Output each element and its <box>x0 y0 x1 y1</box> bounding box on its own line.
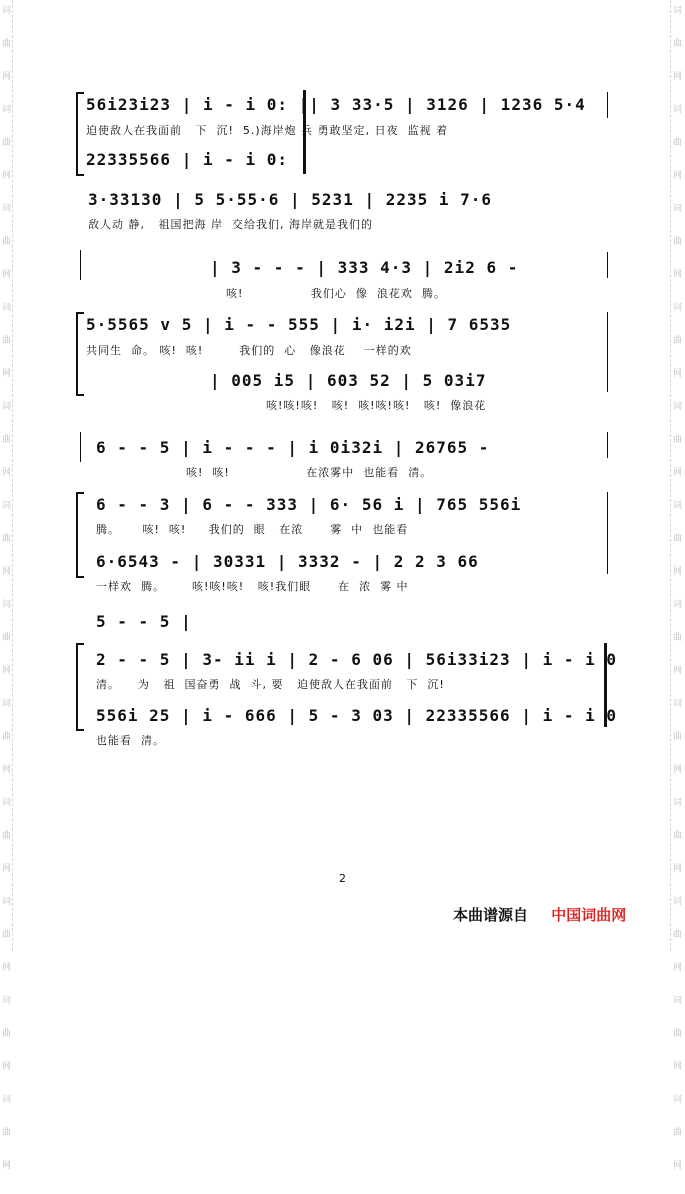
lyric-line: 咳! 咳! 在浓雾中 也能看 清。 <box>186 466 433 479</box>
watermark-glyph: 曲 <box>673 633 683 643</box>
watermark-glyph: 词 <box>2 204 12 214</box>
watermark-glyph: 曲 <box>2 1128 12 1138</box>
watermark-glyph: 曲 <box>673 1128 683 1138</box>
watermark-glyph: 网 <box>673 270 683 280</box>
watermark-glyph: 网 <box>2 567 12 577</box>
watermark-glyph: 网 <box>2 765 12 775</box>
watermark-glyph: 网 <box>2 270 12 280</box>
watermark-glyph: 网 <box>673 1161 683 1171</box>
watermark-glyph: 曲 <box>673 732 683 742</box>
watermark-glyph: 词 <box>2 996 12 1006</box>
lyric-line: 共同生 命。 咳! 咳! 我们的 心 像浪花 一样的欢 <box>86 344 412 357</box>
watermark-glyph: 词 <box>673 204 683 214</box>
watermark-glyph: 网 <box>673 864 683 874</box>
lyric-line: 清。 为 祖 国奋勇 战 斗, 要 迫使敌人在我面前 下 沉! <box>96 678 445 691</box>
watermark-glyph: 网 <box>2 963 12 973</box>
watermark-glyph: 曲 <box>673 435 683 445</box>
barline <box>80 250 81 280</box>
watermark-glyph: 网 <box>673 468 683 478</box>
watermark-glyph: 词 <box>673 996 683 1006</box>
watermark-glyph: 曲 <box>673 831 683 841</box>
watermark-glyph: 词 <box>673 897 683 907</box>
watermark-glyph: 网 <box>2 666 12 676</box>
lyric-line: 迫使敌人在我面前 下 沉! 5.)海岸炮 兵 勇敢坚定, 日夜 监视 着 <box>86 124 449 137</box>
watermark-glyph: 词 <box>2 105 12 115</box>
lyric-line: 咳! 我们心 像 浪花欢 腾。 <box>226 287 446 300</box>
barline <box>80 432 81 462</box>
notation-line: 6 - - 3 | 6 - - 333 | 6· 56 i | 765 556i <box>96 495 522 514</box>
notation-line: 5 - - 5 | <box>96 612 192 631</box>
system-brace <box>76 492 84 578</box>
watermark-glyph: 曲 <box>2 534 12 544</box>
watermark-glyph: 网 <box>673 171 683 181</box>
final-barline <box>604 643 607 727</box>
watermark-glyph: 网 <box>673 72 683 82</box>
watermark-glyph: 曲 <box>673 237 683 247</box>
watermark-glyph: 词 <box>673 600 683 610</box>
watermark-glyph: 网 <box>2 369 12 379</box>
watermark-glyph: 词 <box>673 105 683 115</box>
watermark-glyph: 词 <box>673 699 683 709</box>
watermark-glyph: 曲 <box>673 1029 683 1039</box>
watermark-glyph: 词 <box>673 501 683 511</box>
notation-line: 2 - - 5 | 3- ii i | 2 - 6 06 | 56i33i23 | i - i 0 <box>96 650 618 669</box>
watermark-glyph: 词 <box>2 897 12 907</box>
watermark-glyph: 曲 <box>2 237 12 247</box>
notation-line: 556i 25 | i - 666 | 5 - 3 03 | 22335566 | i - i 0 <box>96 706 618 725</box>
watermark-glyph: 词 <box>673 6 683 16</box>
watermark-glyph: 词 <box>2 798 12 808</box>
watermark-glyph: 曲 <box>2 930 12 940</box>
watermark-glyph: 曲 <box>673 138 683 148</box>
lyric-line: 一样欢 腾。 咳!咳!咳! 咳!我们眼 在 浓 雾 中 <box>96 580 409 593</box>
watermark-glyph: 词 <box>2 699 12 709</box>
barline <box>607 312 608 392</box>
watermark-glyph: 词 <box>2 1095 12 1105</box>
watermark-glyph: 网 <box>2 1161 12 1171</box>
watermark-glyph: 网 <box>673 666 683 676</box>
watermark-glyph: 词 <box>2 6 12 16</box>
notation-line: 3·33130 | 5 5·55·6 | 5231 | 2235 i 7·6 <box>88 190 493 209</box>
watermark-glyph: 词 <box>673 798 683 808</box>
system-brace <box>76 92 84 176</box>
credit-site: 中国词曲网 <box>551 906 627 924</box>
watermark-glyph: 曲 <box>673 39 683 49</box>
page-number: 2 <box>339 872 346 885</box>
lyric-line: 也能看 清。 <box>96 734 165 747</box>
watermark-glyph: 曲 <box>673 336 683 346</box>
notation-line: | 3 - - - | 333 4·3 | 2i2 6 - <box>210 258 519 277</box>
notation-line: 22335566 | i - i 0: <box>86 150 289 169</box>
watermark-glyph: 曲 <box>673 930 683 940</box>
system-brace <box>76 312 84 396</box>
watermark-glyph: 网 <box>2 1062 12 1072</box>
watermark-glyph: 词 <box>2 600 12 610</box>
source-credit <box>453 904 626 925</box>
notation-line: | 005 i5 | 603 52 | 5 03i7 <box>210 371 487 390</box>
watermark-glyph: 网 <box>2 72 12 82</box>
watermark-glyph: 网 <box>673 963 683 973</box>
watermark-glyph: 网 <box>2 171 12 181</box>
watermark-glyph: 曲 <box>2 435 12 445</box>
watermark-glyph: 曲 <box>673 534 683 544</box>
lyric-line: 腾。 咳! 咳! 我们的 眼 在浓 雾 中 也能看 <box>96 523 409 536</box>
lyric-line: 咳!咳!咳! 咳! 咳!咳!咳! 咳! 像浪花 <box>266 399 487 412</box>
barline <box>607 92 608 118</box>
watermark-glyph: 词 <box>673 1095 683 1105</box>
watermark-glyph: 网 <box>673 1062 683 1072</box>
watermark-glyph: 曲 <box>2 831 12 841</box>
watermark-glyph: 曲 <box>2 39 12 49</box>
barline <box>607 432 608 458</box>
watermark-glyph: 网 <box>673 567 683 577</box>
watermark-glyph: 词 <box>2 501 12 511</box>
barline <box>607 252 608 278</box>
lyric-line: 敌人动 静, 祖国把海 岸 交给我们, 海岸就是我们的 <box>88 218 373 231</box>
watermark-glyph: 曲 <box>2 336 12 346</box>
watermark-glyph: 曲 <box>2 732 12 742</box>
watermark-right <box>673 6 685 1194</box>
watermark-glyph: 词 <box>673 303 683 313</box>
watermark-glyph: 网 <box>673 765 683 775</box>
credit-prefix: 本曲谱源自 <box>453 906 529 924</box>
watermark-glyph: 曲 <box>2 633 12 643</box>
watermark-glyph: 词 <box>673 402 683 412</box>
watermark-left <box>2 6 14 1194</box>
notation-line: 56i23i23 | i - i 0: || 3 33·5 | 3126 | 1236 5·4 <box>86 95 586 114</box>
watermark-glyph: 网 <box>2 468 12 478</box>
notation-line: 6·6543 - | 30331 | 3332 - | 2 2 3 66 <box>96 552 479 571</box>
watermark-glyph: 网 <box>673 369 683 379</box>
barline <box>607 492 608 574</box>
notation-line: 5·5565 v 5 | i - - 555 | i· i2i | 7 6535 <box>86 315 512 334</box>
notation-line: 6 - - 5 | i - - - | i 0i32i | 26765 - <box>96 438 490 457</box>
right-dashed-border <box>670 0 671 951</box>
watermark-glyph: 网 <box>2 864 12 874</box>
watermark-glyph: 词 <box>2 402 12 412</box>
watermark-glyph: 曲 <box>2 1029 12 1039</box>
watermark-glyph: 词 <box>2 303 12 313</box>
watermark-glyph: 曲 <box>2 138 12 148</box>
system-brace <box>76 643 84 731</box>
